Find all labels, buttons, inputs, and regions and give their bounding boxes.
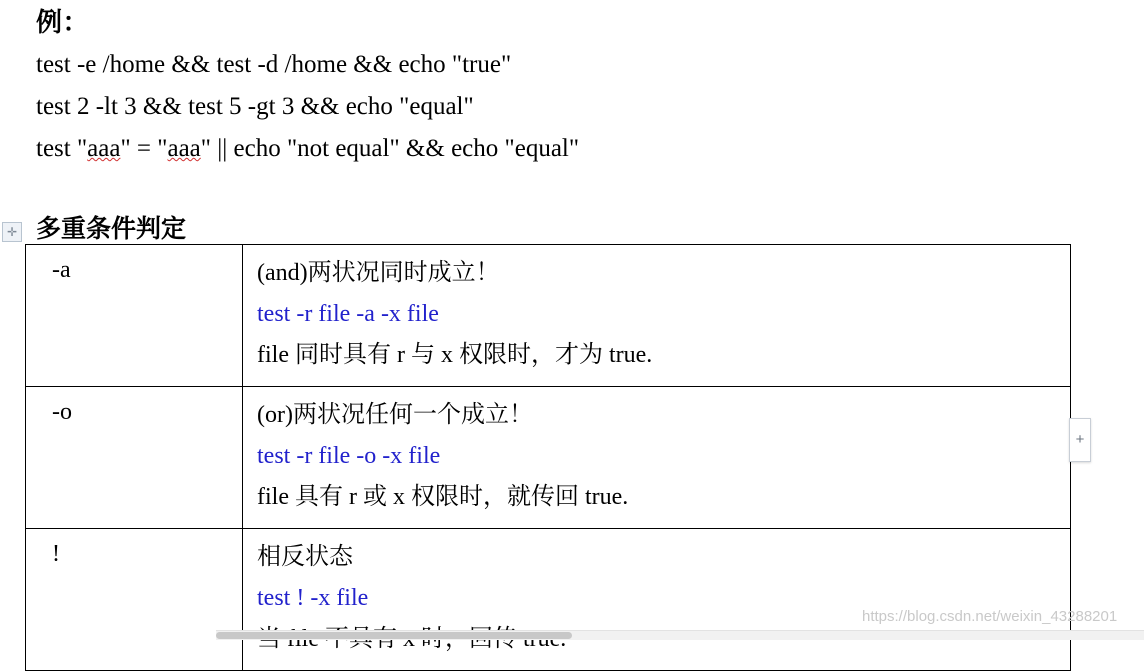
watermark-text: https://blog.csdn.net/weixin_43288201	[862, 608, 1118, 625]
code-text: test -r file -o -x file	[257, 443, 441, 469]
example-line-3-post: " || echo "not equal" && echo "equal"	[200, 135, 580, 162]
example-line-3-pre: test "	[36, 135, 88, 162]
example-line-3-mid: " = "	[120, 135, 168, 162]
table-row	[26, 245, 1071, 387]
description-cell	[243, 529, 1071, 671]
example-line-3-wavy-1: aaa	[87, 135, 121, 162]
example-line-1: test -e /home && test -d /home && echo "true"	[36, 51, 512, 78]
add-row-button[interactable]: +	[1069, 418, 1091, 462]
operator-cell: -o	[26, 387, 243, 529]
example-line-2: test 2 -lt 3 && test 5 -gt 3 && echo "equal"	[36, 93, 474, 120]
example-heading: 例：	[36, 8, 90, 37]
description-cell	[243, 245, 1071, 387]
example-line-3	[36, 128, 579, 170]
example-code-lines	[36, 44, 579, 170]
scrollbar-thumb[interactable]	[216, 632, 572, 639]
description-text: 相反状态	[257, 544, 353, 570]
description-cell	[243, 387, 1071, 529]
code-text: test ! -x file	[257, 585, 369, 611]
multi-condition-table	[25, 244, 1071, 671]
table-row	[26, 387, 1071, 529]
description-text: (and)两状况同时成立！	[257, 260, 500, 286]
example-line-3-wavy-2: aaa	[167, 135, 201, 162]
move-handle-icon[interactable]: ✛	[2, 222, 22, 242]
section-heading: 多重条件判定	[36, 216, 187, 243]
operator-cell: !	[26, 529, 243, 671]
note-text: file 具有 r 或 x 权限时，就传回 true.	[257, 484, 629, 510]
operator-cell: -a	[26, 245, 243, 387]
table-row	[26, 529, 1071, 671]
description-text: (or)两状况任何一个成立！	[257, 402, 533, 428]
code-text: test -r file -a -x file	[257, 301, 439, 327]
note-text: file 同时具有 r 与 x 权限时，才为 true.	[257, 342, 653, 368]
